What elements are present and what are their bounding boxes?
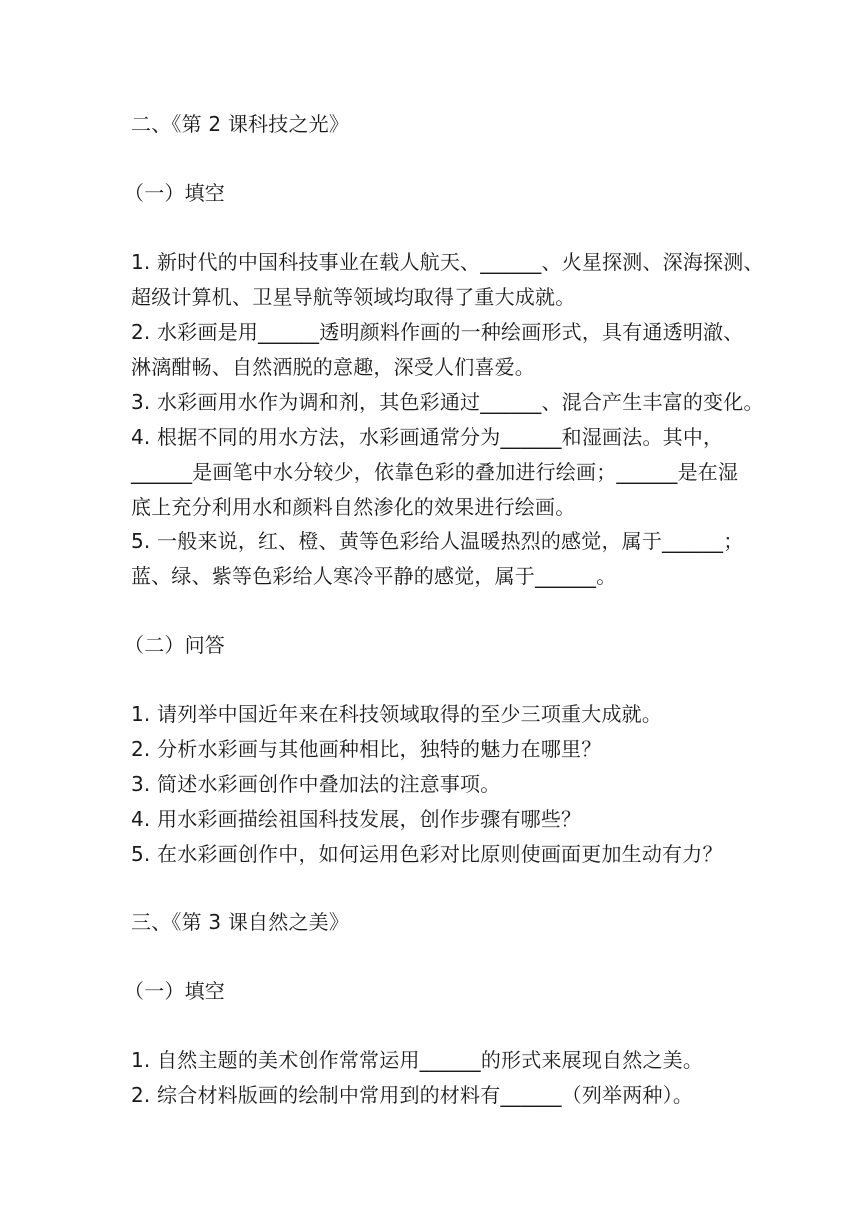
question-line: 1. 自然主题的美术创作常常运用______的形式来展现自然之美。: [131, 1048, 704, 1072]
section-title: 二、《第 2 课科技之光》: [131, 112, 350, 136]
question-line: 4. 用水彩画描绘祖国科技发展，创作步骤有哪些？: [131, 807, 582, 831]
question-line: 1. 新时代的中国科技事业在载人航天、______、火星探测、深海探测、: [131, 250, 764, 274]
question-line: 4. 根据不同的用水方法，水彩画通常分为______和湿画法。其中，: [131, 425, 724, 449]
subsection-heading: （二）问答: [124, 633, 225, 657]
question-line: 淋漓酣畅、自然洒脱的意趣，深受人们喜爱。: [131, 355, 535, 379]
question-line: ______是画笔中水分较少，依靠色彩的叠加进行绘画；______是在湿: [131, 460, 739, 484]
question-line: 3. 水彩画用水作为调和剂，其色彩通过______、混合产生丰富的变化。: [131, 390, 764, 414]
question-line: 5. 在水彩画创作中，如何运用色彩对比原则使画面更加生动有力？: [131, 842, 723, 866]
question-line: 底上充分利用水和颜料自然渗化的效果进行绘画。: [131, 495, 576, 519]
subsection-heading: （一）填空: [124, 979, 225, 1003]
question-line: 5. 一般来说，红、橙、黄等色彩给人温暖热烈的感觉，属于______；: [131, 529, 744, 553]
section-title: 三、《第 3 课自然之美》: [131, 910, 350, 934]
question-line: 超级计算机、卫星导航等领域均取得了重大成就。: [131, 285, 576, 309]
question-line: 2. 综合材料版画的绘制中常用到的材料有______（列举两种）。: [131, 1083, 694, 1107]
question-line: 2. 水彩画是用______透明颜料作画的一种绘画形式，具有通透明澈、: [131, 320, 744, 344]
question-line: 蓝、绿、紫等色彩给人寒冷平静的感觉，属于______。: [131, 564, 617, 588]
question-line: 2. 分析水彩画与其他画种相比，独特的魅力在哪里？: [131, 737, 602, 761]
question-line: 3. 简述水彩画创作中叠加法的注意事项。: [131, 772, 501, 796]
subsection-heading: （一）填空: [124, 181, 225, 205]
question-line: 1. 请列举中国近年来在科技领域取得的至少三项重大成就。: [131, 702, 663, 726]
